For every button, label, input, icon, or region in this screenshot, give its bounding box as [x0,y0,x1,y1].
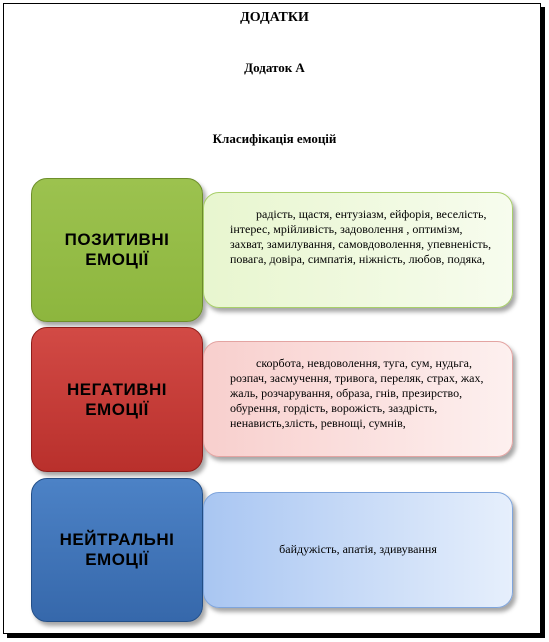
positive-emotions-list: радість, щастя, ентузіазм, ейфорія, веселість, інтерес, мрійливість, задоволення , оптимізм, захват, замилування, самовдоволення, упевненість, повага, довіра, симпатія, ніжність, любов, подяка, [230,207,492,266]
positive-emotions-label: ПОЗИТИВНІ ЕМОЦІЇ [64,230,170,269]
neutral-emotions-list: байдужість, апатія, здивування [279,542,437,556]
negative-emotions-label: НЕГАТИВНІ ЕМОЦІЇ [67,379,167,419]
appendix-title: Додаток А [244,60,305,75]
neutral-emotions-list-box [203,492,513,608]
section-heading: Класифікація емоцій [212,131,337,146]
positive-emotions-box [31,178,203,322]
neutral-emotions-box [31,478,203,622]
negative-emotions-list-box [203,341,513,457]
document-title: ДОДАТКИ [240,10,309,25]
negative-emotions-list: скорбота, невдоволення, туга, сум, нудьга, розпач, засмучення, тривога, переляк, страх, жах, жаль, розчарування, образа, гнів, презирство, обурення, гордість, ворожість, заздрість, ненависть,злість, ревнощі, сумнів, [230,356,484,430]
positive-emotions-list-box [203,192,513,308]
negative-emotions-box [31,327,203,472]
neutral-emotions-label: НЕЙТРАЛЬНІ ЕМОЦІЇ [59,530,175,569]
